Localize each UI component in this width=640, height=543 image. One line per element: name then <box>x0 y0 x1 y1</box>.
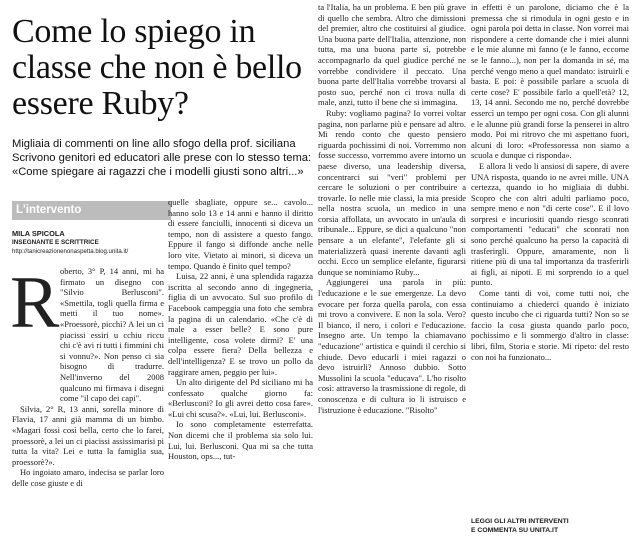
paragraph: ta l'Italia, ha un problema. E ben più grave di quello che sembra. Altro che dimissioni del premier, altro che costituirsi al giudice. Una buona parte dell'Italia, attenzione, non tutta, ma una buona parte sì, potrebbe accompagnarlo da quel giudice perché ne vorrebbe condividere il peccato. Una buona parte dell'Italia vorrebbe trovarsi al posto suo, perché non ci trova nulla di male, anzi, tutto il bene che si immagina. <box>318 2 466 108</box>
paragraph: Un alto dirigente del Pd siciliano mi ha confessato qualche giorno fa: «Berlusconi? Io gli avrei detto cosa fare». «Lui chi scusa?». «Lui, lui. Berlusconi». <box>168 377 313 419</box>
paragraph: quelle sbagliate, oppure se... cavolo... hanno solo 13 e 14 anni e hanno il diritto di essere fanciulli, innocenti si diceva un tempo, non di assistere a questo fango. Eppure il fango si diffonde anche nelle loro vite. Vietato ai minori, si diceva un tempo. Quando è finito quel tempo? <box>168 197 313 271</box>
paragraph: E allora li vedo li ansiosi di sapere, di avere UNA risposta, quando io ne avrei mille. UNA certezza, quando io ho migliaia di dubbi. Scopro che con altri adulti parliamo poco, sempre meno e non "di certe cose". E il lovo sorpresi e incuriositi quando riesgo sconrati comportamenti "educati" che sconrati non sono perché qualcuno ha perso la capacità di trasferirgli. Oppure, amaramente, non li ritiene più di una tal importanza da trasferirli ai figli, ai nipoti. E mi sorprendo io a quel punto. <box>471 160 629 288</box>
paragraph: Ruby: vogliamo pagina? Io vorrei voltar pagina, non parlarne più e pensare ad altro. Mi rendo conto che questo pensiero riguarda pochissimi di noi. Vorremmo non fosse successo, vorremmo avere intorno un paese diverso, una leadership diversa, concentrarci sui "veri" problemi per cercare le soluzioni o per contribuire a trovarle. Io nelle mie classi, la mia preside nella nostra scuola, un medico in una corsia affollata, un avvocato in un'aula di tribunale... Eppure, se dici a qualcuno "non pensare a un elefante", l'elefante gli si materializzerà quasi inerente davanti agli occhi. Ecco un semplice elefante, figurarsi dunque se nominiamo Ruby... <box>318 107 466 277</box>
paragraph: Silvia, 2° R, 13 anni, sorella minore di Flavia, 17 anni già mamma di un bimbo. «Magari fossi così bella, certo che lo farei, proessorè, a lei un ci piacissi assissimarisi pi tutta la vita? Lei e tutta la famiglia sua, proessorè?». <box>12 403 164 467</box>
drop-cap: R <box>10 262 60 344</box>
paragraph: Luisa, 22 anni, è una splendida ragazza iscritta al secondo anno di ingegneria, figlia di un avvocato. Sul suo profilo di Facebook campeggia una foto che sembra la pagina di un calendario. «Che c'è di male a esser belle? E sono pure intelligente, cosa volete dirmi? E' una colpa essere fiera? Della bellezza e dell'intelligenza? E se trovo un pollo da raggirare amen, peggio per lui». <box>168 271 313 377</box>
read-more-line: LEGGI GLI ALTRI INTERVENTI <box>471 518 569 525</box>
author-blog-link[interactable]: http://tanicreazionenonaspetta.blog.unita.it/ <box>12 248 129 255</box>
author-role: INSEGNANTE E SCRITTRICE <box>12 239 99 246</box>
paragraph: Come tanti di voi, come tutti noi, che continuiamo a chiederci quando è iniziato questo incubo che ci riguarda tutti? Non so se faccio la cosa giusta quando parlo poco, pochissimo e li sommergo d'altro in classe: libri, film, Storia e storie. Mi ripeto: del resto con noi ha funzionato... <box>471 288 629 362</box>
comment-line: E COMMENTA SU UNITA.IT <box>471 527 559 534</box>
article-column-3 <box>318 2 466 542</box>
article-column-2 <box>168 197 313 542</box>
article-column-4 <box>471 2 629 517</box>
subheadline: Migliaia di commenti on line allo sfogo della prof. siciliana Scrivono genitori ed educatori alle prese con lo stesso tema: «Come spiegare ai ragazzi che i modelli giusti sono altri...» <box>12 138 312 179</box>
paragraph: Ho ingoiato amaro, indecisa se parlar loro delle cose giuste e di <box>12 467 164 488</box>
author-name: MILA SPICOLA <box>12 229 65 238</box>
read-more-callout[interactable] <box>471 517 631 535</box>
paragraph: Aggiungerei una parola in più: l'educazione e le sue emergenze. La devo evocare per forza quella parola, con essa mi trovo a convivere. E non la sola. Vero? Il bianco, il nero, i colori e l'educazione. Insegno arte. Un tempo la chiamavano "educazione" artistica e quindi il cerchio si chiude. Devo educarli i miei ragazzi o devo istruirli? Annoso dubbio. Sotto Mussolini la scuola "educava". L'ho risolto così: attraverso la trasmissione di regole, di conoscenza e di cultura io li istruisco e l'istruzione è educazione. "Risolto" <box>318 277 466 415</box>
paragraph: Io sono completamente esterrefatta. Non dicemi che il problema sia solo lui. Lui, lui. Berlusconi. Qua mi sa che tutta Houston, ops..., tut- <box>168 419 313 462</box>
paragraph: in effetti è un parolone, diciamo che è la premessa che si rimodula in ogni gesto e in ogni parola poi detta in classe. Non vorrei mai rispondere a certe domande che i miei alunni e le mie alunne mi fanno (e le fanno, eccome se le fanno...), non per la domanda in sé, ma perché vengo meno a quel mandato: istruirli e basta. E poi: è possibile parlare a scuola di certe cose? E' possibile farlo a quell'età? 12, 13, 14 anni. Secondo me no, perché dovrebbe essercì un tempo per ogni cosa. Con gli alunni e le alunne più grandi forse la penserei in altro modo. Poi mi ritrovo che mi aspettano fuori, alcuni di loro: «Professoressa non siamo a scuola e dunque ci risponda». <box>471 2 629 161</box>
headline: Come lo spiego in classe che non è bello essere Ruby? <box>12 13 302 122</box>
paragraph: oberto, 3° P, 14 anni, mi ha firmato un disegno con "Silvio Berlusconi". «Smettila, togli quella firma e metti il tuo nome». «Proessorè, picchì? A lei un ci piacissi essiri u cchiu riccu chi c'è avi ri tutti i fimmini chi si vonnu?». Non penso ci sia bisogno di tradurre. Nell'inverno del 2008 qualcuno mi firmava i disegni come "il capo dei capi". <box>60 266 164 404</box>
section-banner: L'intervento <box>12 201 171 220</box>
article-column-1 <box>10 262 164 541</box>
